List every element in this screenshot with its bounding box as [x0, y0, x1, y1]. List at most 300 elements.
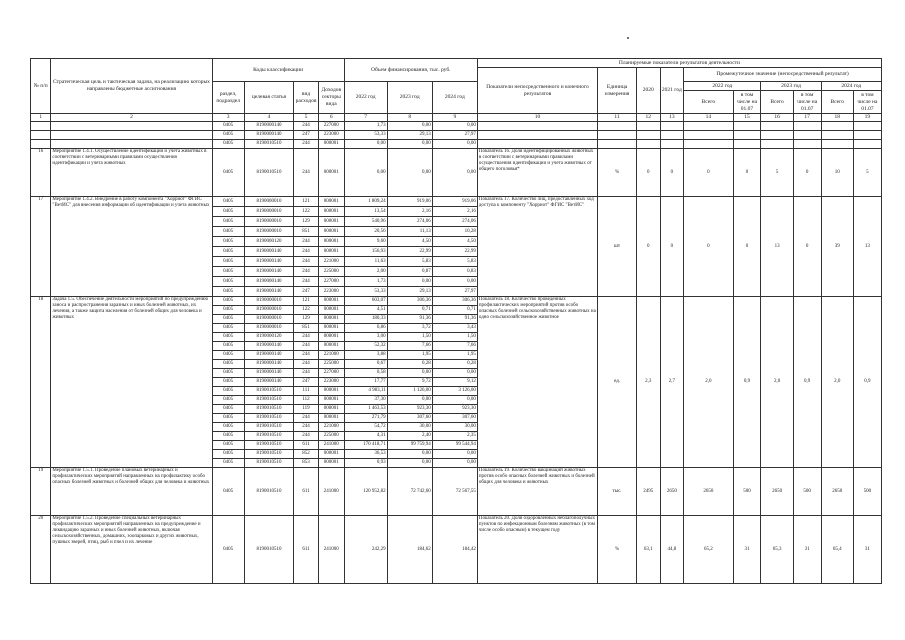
value-2020: 0 — [636, 197, 660, 297]
amount-2023: 4,50 — [387, 237, 432, 247]
header-total-2022: Всего — [684, 91, 733, 114]
empty-cell — [733, 122, 761, 131]
incl-2022: 500 — [733, 468, 761, 516]
amount-2022: 540,96 — [344, 217, 387, 227]
target-code: 8190010510 — [244, 441, 293, 450]
column-index-cell: 10 — [477, 114, 597, 122]
section-code: 0405 — [212, 432, 244, 441]
target-code: 8190000140 — [244, 267, 293, 277]
amount-2023: 30,00 — [387, 423, 432, 432]
section-code: 0405 — [212, 414, 244, 423]
amount-2023: 184,62 — [387, 516, 432, 584]
total-2023: 13 — [761, 197, 793, 297]
revenue-class: 227000 — [318, 277, 344, 287]
amount-2023: 0,00 — [387, 369, 432, 378]
block-title: Мероприятие 1.4.1. Осуществление идентификации и учета животных в соответствии с ветеринарными правилами осуществления идентификации и учета животных — [51, 149, 212, 197]
empty-cell — [660, 140, 684, 149]
amount-2022: 53,33 — [344, 287, 387, 297]
expense-type: 244 — [294, 149, 319, 197]
expense-type: 244 — [294, 351, 319, 360]
expense-type: 244 — [294, 432, 319, 441]
header-indicator: Показатели непосредственного и конечного результатов — [477, 68, 597, 114]
empty-cell — [598, 131, 637, 140]
amount-2024: 0,00 — [432, 369, 477, 378]
empty-cell — [821, 122, 853, 131]
target-code: 8190010510 — [244, 396, 293, 405]
amount-2023: 0,87 — [387, 267, 432, 277]
expense-type: 129 — [294, 315, 319, 324]
column-index-cell: 2 — [51, 114, 212, 122]
total-2023: 5 — [761, 149, 793, 197]
section-code: 0405 — [212, 378, 244, 387]
amount-2023: 0,00 — [387, 450, 432, 459]
empty-cell — [598, 140, 637, 149]
revenue-class: 000001 — [318, 197, 344, 207]
block-title: Задача 1.5. Обеспечение деятельности мероприятий по предупреждению заноса и распространения заразных и иных болезней животных, их лечения, а также защита населения от болезней общих для человека и животных — [51, 297, 212, 468]
target-code: 8190000010 — [244, 227, 293, 237]
amount-2024: 3 126,00 — [432, 387, 477, 396]
target-code: 8190000140 — [244, 247, 293, 257]
revenue-class: 000001 — [318, 237, 344, 247]
column-index-cell: 15 — [733, 114, 761, 122]
total-2022: 0 — [684, 149, 733, 197]
amount-2022: 4 983,11 — [344, 387, 387, 396]
revenue-class: 000001 — [318, 342, 344, 351]
block-title: Мероприятие 1.4.2. Внедрение в работу компонента "Хорриот" ФГИС "ВетИС" для внесения информации об идентификации и учета животных — [51, 197, 212, 297]
revenue-class: 225000 — [318, 432, 344, 441]
row-num — [31, 122, 51, 131]
amount-2023: 274,06 — [387, 217, 432, 227]
header-total-2024: Всего — [821, 91, 853, 114]
row-goal — [51, 131, 212, 140]
amount-2023: 1,50 — [387, 333, 432, 342]
header-sub-2023: 2023 год — [761, 82, 821, 91]
value-2020: 2,3 — [636, 297, 660, 468]
expense-type: 122 — [294, 207, 319, 217]
revenue-class: 223000 — [318, 131, 344, 140]
header-2021: 2021 год — [660, 68, 684, 114]
block-num: 17 — [31, 197, 51, 297]
revenue-class: 000001 — [318, 227, 344, 237]
speck — [627, 37, 629, 39]
block-num: 16 — [31, 149, 51, 197]
amount-2024: 274,06 — [432, 217, 477, 227]
header-total-2023: Всего — [761, 91, 793, 114]
column-index-cell: 16 — [761, 114, 793, 122]
target-code: 8190010510 — [244, 459, 293, 468]
amount-2023: 0,00 — [387, 396, 432, 405]
amount-2022: 17,77 — [344, 378, 387, 387]
amount-2024: 30,00 — [432, 423, 477, 432]
header-sub-2024: 2024 год — [821, 82, 881, 91]
total-2022: 2650 — [684, 468, 733, 516]
indicator-text: Показатель 16. Доля идентифицированных животных в соответствии с ветеринарными правилами осуществления идентификации и учета животных от общего поголовья* — [477, 149, 597, 197]
target-code: 8190000140 — [244, 122, 293, 131]
indicator-text: Показатель 18. Количество проведенных профилактических мероприятий против особо опасных болезней сельскохозяйственных животных на одно сельскохозяйственное животное — [477, 297, 597, 468]
table-row — [31, 468, 882, 516]
amount-2024: 0,00 — [432, 396, 477, 405]
revenue-class: 000001 — [318, 405, 344, 414]
amount-2024: 7,66 — [432, 342, 477, 351]
indicator-unit: шт — [598, 197, 637, 297]
amount-2023: 91,36 — [387, 315, 432, 324]
target-code: 8190000140 — [244, 378, 293, 387]
incl-2023: 500 — [793, 468, 821, 516]
expense-type: 244 — [294, 257, 319, 267]
total-2024: 39 — [821, 197, 853, 297]
revenue-class: 000001 — [318, 387, 344, 396]
empty-cell — [793, 131, 821, 140]
total-2023: 65,3 — [761, 516, 793, 584]
table-row — [31, 140, 882, 149]
amount-2024: 2,16 — [432, 207, 477, 217]
total-2024: 65,4 — [821, 516, 853, 584]
header-planned: Планируемые показатели результатов деятельности — [477, 59, 881, 68]
revenue-class: 000001 — [318, 396, 344, 405]
revenue-class: 000001 — [318, 414, 344, 423]
target-code: 8190000120 — [244, 333, 293, 342]
empty-cell — [853, 140, 881, 149]
total-2022: 2,0 — [684, 297, 733, 468]
value-2021: 44,8 — [660, 516, 684, 584]
target-code: 8190000140 — [244, 277, 293, 287]
expense-type: 244 — [294, 247, 319, 257]
section-code: 0405 — [212, 468, 244, 516]
expense-type: 244 — [294, 267, 319, 277]
column-index-row — [31, 114, 882, 122]
target-code: 8190000140 — [244, 342, 293, 351]
table-row — [31, 122, 882, 131]
total-2024: 2650 — [821, 468, 853, 516]
expense-type: 611 — [294, 516, 319, 584]
section-code: 0405 — [212, 351, 244, 360]
amount-2023: 0,00 — [387, 277, 432, 287]
revenue-class: 241000 — [318, 441, 344, 450]
empty-cell — [821, 131, 853, 140]
target-code: 8190010510 — [244, 450, 293, 459]
header-interim: Промежуточное значение (непосредственный результат) — [684, 68, 882, 82]
amount-2022: 13,54 — [344, 207, 387, 217]
amount-2023: 5,83 — [387, 257, 432, 267]
amount-2022: 1,73 — [344, 122, 387, 131]
value-2020: 2495 — [636, 468, 660, 516]
amount-2024: 72 567,55 — [432, 468, 477, 516]
expense-type: 853 — [294, 459, 319, 468]
target-code: 8190010510 — [244, 414, 293, 423]
column-index-cell: 19 — [853, 114, 881, 122]
amount-2024: 91,36 — [432, 315, 477, 324]
row-goal — [51, 140, 212, 149]
empty-cell — [761, 131, 793, 140]
section-code: 0405 — [212, 207, 244, 217]
section-code: 0405 — [212, 257, 244, 267]
section-code: 0405 — [212, 315, 244, 324]
revenue-class: 221000 — [318, 351, 344, 360]
amount-2022: 4,31 — [344, 432, 387, 441]
expense-type: 111 — [294, 387, 319, 396]
target-code: 8190010510 — [244, 149, 293, 197]
column-index-cell: 1 — [31, 114, 51, 122]
revenue-class: 221000 — [318, 257, 344, 267]
section-code: 0405 — [212, 237, 244, 247]
amount-2023: 11,13 — [387, 227, 432, 237]
expense-type: 244 — [294, 277, 319, 287]
incl-2022: 0 — [733, 149, 761, 197]
section-code: 0405 — [212, 197, 244, 207]
incl-2023: 0,9 — [793, 297, 821, 468]
amount-2024: 0,00 — [432, 149, 477, 197]
revenue-class: 000001 — [318, 217, 344, 227]
value-2021: 2,7 — [660, 297, 684, 468]
revenue-class: 225000 — [318, 360, 344, 369]
incl-2023: 0 — [793, 149, 821, 197]
section-code: 0405 — [212, 217, 244, 227]
amount-2022: 2,00 — [344, 267, 387, 277]
table-row — [31, 149, 882, 197]
revenue-class: 241000 — [318, 516, 344, 584]
amount-2024: 0,00 — [432, 122, 477, 131]
amount-2022: 54,72 — [344, 423, 387, 432]
amount-2022: 1 463,53 — [344, 405, 387, 414]
indicator-unit: % — [598, 516, 637, 584]
amount-2024: 0,00 — [432, 140, 477, 149]
incl-2023: 0 — [793, 197, 821, 297]
empty-cell — [684, 131, 733, 140]
target-code: 8190000140 — [244, 360, 293, 369]
target-code: 8190000140 — [244, 351, 293, 360]
header-exptype: вид расходов — [294, 82, 319, 114]
header-codes: Коды классификации — [212, 59, 344, 82]
empty-cell — [793, 140, 821, 149]
header-target: целевая статья — [244, 82, 293, 114]
incl-2022: 0,9 — [733, 297, 761, 468]
section-code: 0405 — [212, 324, 244, 333]
incl-2022: 0 — [733, 197, 761, 297]
section-code: 0405 — [212, 287, 244, 297]
empty-cell — [477, 140, 597, 149]
amount-2023: 919,06 — [387, 197, 432, 207]
amount-2024: 27,97 — [432, 287, 477, 297]
column-index-cell: 6 — [318, 114, 344, 122]
revenue-class: 000001 — [318, 333, 344, 342]
total-2022: 0 — [684, 197, 733, 297]
amount-2024: 27,97 — [432, 131, 477, 140]
amount-2022: 37,30 — [344, 396, 387, 405]
amount-2023: 29,13 — [387, 287, 432, 297]
amount-2022: 3,00 — [344, 333, 387, 342]
amount-2023: 72 742,60 — [387, 468, 432, 516]
header-goal: Стратегическая цель и тактическая задача, на реализацию которых направлены бюджетные ассигнования — [51, 59, 212, 114]
target-code: 8190010510 — [244, 423, 293, 432]
expense-type: 247 — [294, 131, 319, 140]
target-code: 8190010510 — [244, 387, 293, 396]
empty-cell — [598, 122, 637, 131]
indicator-text: Показатель 17. Количество лиц, предоставленных ход доступа к компоненту "Хорриот" ФГИС "ВетИС" — [477, 197, 597, 297]
amount-2022: 156,93 — [344, 247, 387, 257]
amount-2023: 29,13 — [387, 131, 432, 140]
amount-2024: 923,30 — [432, 405, 477, 414]
amount-2024: 99 544,94 — [432, 441, 477, 450]
column-index-cell: 4 — [244, 114, 293, 122]
revenue-class: 221000 — [318, 423, 344, 432]
expense-type: 244 — [294, 423, 319, 432]
empty-cell — [684, 122, 733, 131]
amount-2023: 0,71 — [387, 306, 432, 315]
expense-type: 247 — [294, 287, 319, 297]
amount-2022: 4,51 — [344, 306, 387, 315]
table-row — [31, 297, 882, 306]
amount-2023: 0,00 — [387, 149, 432, 197]
expense-type: 851 — [294, 324, 319, 333]
amount-2023: 3,72 — [387, 324, 432, 333]
empty-cell — [821, 140, 853, 149]
empty-cell — [477, 122, 597, 131]
amount-2024: 306,36 — [432, 297, 477, 306]
header-incl-2023: в том числе на 01.07 — [793, 91, 821, 114]
amount-2023: 22,99 — [387, 247, 432, 257]
header-y2024: 2024 год — [432, 82, 477, 114]
indicator-unit: % — [598, 149, 637, 197]
amount-2022: 0,67 — [344, 360, 387, 369]
section-code: 0405 — [212, 342, 244, 351]
incl-2022: 31 — [733, 516, 761, 584]
section-code: 0405 — [212, 459, 244, 468]
revenue-class: 000001 — [318, 149, 344, 197]
amount-2024: 0,71 — [432, 306, 477, 315]
incl-2023: 31 — [793, 516, 821, 584]
expense-type: 119 — [294, 405, 319, 414]
section-code: 0405 — [212, 267, 244, 277]
value-2020: 0 — [636, 149, 660, 197]
empty-cell — [733, 131, 761, 140]
incl-2024: 31 — [853, 516, 881, 584]
empty-cell — [793, 122, 821, 131]
target-code: 8190000140 — [244, 369, 293, 378]
revenue-class: 000001 — [318, 297, 344, 306]
target-code: 8190000140 — [244, 257, 293, 267]
header-unit: Единица измерения — [598, 68, 637, 114]
amount-2024: 4,50 — [432, 237, 477, 247]
revenue-class: 000001 — [318, 306, 344, 315]
empty-cell — [761, 140, 793, 149]
amount-2022: 6,86 — [344, 324, 387, 333]
target-code: 8190010510 — [244, 405, 293, 414]
section-code: 0405 — [212, 423, 244, 432]
amount-2022: 603,07 — [344, 297, 387, 306]
expense-type: 122 — [294, 306, 319, 315]
revenue-class: 000001 — [318, 140, 344, 149]
expense-type: 121 — [294, 197, 319, 207]
empty-cell — [636, 122, 660, 131]
table-row — [31, 516, 882, 584]
amount-2024: 184,42 — [432, 516, 477, 584]
empty-cell — [477, 131, 597, 140]
indicator-text: Показатель 19. Количество вакцинаций животных против особо опасных болезней животных и болезней общих для человека и животных — [477, 468, 597, 516]
amount-2024: 0,00 — [432, 459, 477, 468]
target-code: 8190000010 — [244, 306, 293, 315]
revenue-class: 000001 — [318, 450, 344, 459]
header-2020: 2020 — [636, 68, 660, 114]
section-code: 0405 — [212, 227, 244, 237]
expense-type: 121 — [294, 297, 319, 306]
amount-2023: 9,72 — [387, 378, 432, 387]
total-2023: 2,0 — [761, 297, 793, 468]
header-sub-2022: 2022 год — [684, 82, 761, 91]
amount-2022: 11,63 — [344, 257, 387, 267]
expense-type: 112 — [294, 396, 319, 405]
header-incl-2024: в том числе на 01.07 — [853, 91, 881, 114]
expense-type: 611 — [294, 468, 319, 516]
revenue-class: 225000 — [318, 267, 344, 277]
amount-2024: 1,50 — [432, 333, 477, 342]
amount-2024: 919,06 — [432, 197, 477, 207]
amount-2023: 0,00 — [387, 459, 432, 468]
amount-2024: 9,12 — [432, 378, 477, 387]
target-code: 8190000140 — [244, 287, 293, 297]
target-code: 8190010510 — [244, 468, 293, 516]
revenue-class: 000001 — [318, 207, 344, 217]
amount-2022: 3,88 — [344, 351, 387, 360]
total-2022: 65,2 — [684, 516, 733, 584]
target-code: 8190000120 — [244, 237, 293, 247]
value-2021: 0 — [660, 197, 684, 297]
amount-2024: 0,00 — [432, 450, 477, 459]
column-index-cell: 3 — [212, 114, 244, 122]
empty-cell — [660, 122, 684, 131]
amount-2023: 306,36 — [387, 297, 432, 306]
expense-type: 852 — [294, 450, 319, 459]
amount-2022: 36,53 — [344, 450, 387, 459]
amount-2023: 1,95 — [387, 351, 432, 360]
total-2023: 2650 — [761, 468, 793, 516]
column-index-cell: 11 — [598, 114, 637, 122]
column-index-cell: 17 — [793, 114, 821, 122]
row-goal — [51, 122, 212, 131]
section-code: 0405 — [212, 360, 244, 369]
target-code: 8190000010 — [244, 207, 293, 217]
amount-2022: 0,58 — [344, 369, 387, 378]
section-code: 0405 — [212, 131, 244, 140]
empty-cell — [853, 122, 881, 131]
value-2020: 63,1 — [636, 516, 660, 584]
header-y2023: 2023 год — [387, 82, 432, 114]
section-code: 0405 — [212, 405, 244, 414]
incl-2024: 0,9 — [853, 297, 881, 468]
target-code: 8190000010 — [244, 315, 293, 324]
amount-2022: 52,32 — [344, 342, 387, 351]
amount-2023: 2,40 — [387, 432, 432, 441]
expense-type: 247 — [294, 378, 319, 387]
block-title: Мероприятие 1.5.1. Проведение плановых ветеринарных и профилактических мероприятий направленных на профилактику особо опасных болезней животных и болезней общих для человека и животных — [51, 468, 212, 516]
amount-2024: 1,95 — [432, 351, 477, 360]
indicator-text: Показатель 20. Доля оздоровленных неблагополучных пунктов по инфекционным болезням животных (в том числе особо опасным) в текущем году — [477, 516, 597, 584]
amount-2022: 53,33 — [344, 131, 387, 140]
amount-2023: 0,00 — [387, 140, 432, 149]
row-num — [31, 131, 51, 140]
empty-cell — [636, 140, 660, 149]
section-code: 0405 — [212, 297, 244, 306]
amount-2024: 0,28 — [432, 360, 477, 369]
revenue-class: 000001 — [318, 247, 344, 257]
amount-2022: 242,29 — [344, 516, 387, 584]
header-incl-2022: в том числе на 01.07 — [733, 91, 761, 114]
amount-2023: 99 759,94 — [387, 441, 432, 450]
amount-2024: 5,83 — [432, 257, 477, 267]
column-index-cell: 9 — [432, 114, 477, 122]
block-title: Мероприятие 1.5.2. Проведение специальных ветеринарных профилактических мероприятий направленных на предупреждение и ликвидацию заразных и иных болезней животных, включая сельскохозяйственных, домашних, зоопарковых и других животных, пушных зверей, птиц, рыб и пчел и их лечение — [51, 516, 212, 584]
revenue-class: 000001 — [318, 459, 344, 468]
amount-2022: 9,60 — [344, 237, 387, 247]
